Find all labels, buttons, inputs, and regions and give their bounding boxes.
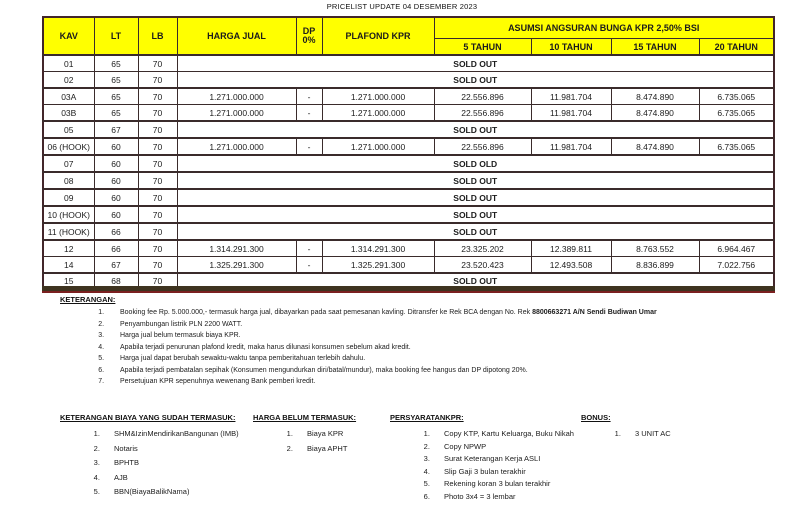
col-header-lt: LT: [94, 17, 138, 55]
cell-angsuran-10: 11.981.704: [531, 88, 611, 105]
table-row: [43, 88, 774, 105]
list-item: 6. Apabila terjadi pembatalan sepihak (Konsumen mengundurkan diri/batal/mundur), maka booking fee hangus dan DP dipotong 20%.: [106, 367, 780, 375]
price-table-body: [43, 55, 774, 290]
cell-angsuran-10: 11.981.704: [531, 138, 611, 155]
cell-kav: 09: [43, 189, 94, 206]
cell-angsuran-10: 12.389.811: [531, 240, 611, 257]
cell-angsuran-5: 23.325.202: [434, 240, 531, 257]
cell-lt: 60: [94, 155, 138, 172]
cell-kav: 14: [43, 257, 94, 274]
biaya-termasuk-list: [60, 430, 255, 496]
belum-termasuk-section: [253, 413, 388, 459]
list-item: 6. Photo 3x4 = 3 lembar: [432, 493, 585, 501]
list-item: 4. Slip Gaji 3 bulan terakhir: [432, 468, 585, 476]
list-item: 2. Penyambungan listrik PLN 2200 WATT.: [106, 321, 780, 329]
sold-out-cell: SOLD OUT: [177, 121, 774, 138]
col-header-plafond-kpr: PLAFOND KPR: [322, 17, 434, 55]
header-row-1: [43, 17, 774, 39]
col-header-10-tahun: 10 TAHUN: [531, 39, 611, 56]
sold-out-cell: SOLD OUT: [177, 189, 774, 206]
cell-lt: 66: [94, 240, 138, 257]
col-header-kav: KAV: [43, 17, 94, 55]
belum-termasuk-heading: HARGA BELUM TERMASUK:: [253, 413, 357, 422]
cell-angsuran-20: 6.735.065: [699, 88, 774, 105]
list-item: 5. Rekening koran 3 bulan terakhir: [432, 480, 585, 488]
cell-lt: 65: [94, 55, 138, 72]
table-row: [43, 189, 774, 206]
biaya-termasuk-section: [60, 413, 255, 503]
cell-kav: 03A: [43, 88, 94, 105]
cell-lt: 65: [94, 72, 138, 89]
dp-line1: DP: [302, 26, 316, 36]
cell-lt: 66: [94, 223, 138, 240]
col-header-15-tahun: 15 TAHUN: [611, 39, 699, 56]
bonus-section: [581, 413, 711, 443]
list-item: 4. Apabila terjadi penurunan plafond kredit, maka harus dilunasi konsumen sebelum akad kredit.: [106, 344, 780, 352]
list-item: 1. SHM&IzinMendirikanBangunan (IMB): [102, 430, 255, 438]
cell-angsuran-15: 8.836.899: [611, 257, 699, 274]
table-row: [43, 206, 774, 223]
col-header-5-tahun: 5 TAHUN: [434, 39, 531, 56]
col-header-lb: LB: [138, 17, 177, 55]
col-header-harga-jual: HARGA JUAL: [177, 17, 296, 55]
list-item: 1. Booking fee Rp. 5.000.000,- termasuk harga jual, dibayarkan pada saat pemesanan kavling. Ditransfer ke Rek BCA dengan No. Rek 8800663271 A/N Sendi Budiwan Umar: [106, 309, 780, 317]
list-item: 1. Copy KTP, Kartu Keluarga, Buku Nikah: [432, 430, 585, 438]
cell-angsuran-5: 23.520.423: [434, 257, 531, 274]
page-title: PRICELIST UPDATE 04 DESEMBER 2023: [326, 2, 478, 11]
list-item: 1. Biaya KPR: [295, 430, 388, 438]
cell-angsuran-10: 12.493.508: [531, 257, 611, 274]
cell-lb: 70: [138, 223, 177, 240]
sold-out-cell: SOLD OUT: [177, 206, 774, 223]
cell-kav: 05: [43, 121, 94, 138]
cell-kav: 08: [43, 172, 94, 189]
cell-plafond-kpr: 1.271.000.000: [322, 105, 434, 122]
keterangan-section: [60, 295, 780, 390]
table-row: [43, 55, 774, 72]
cell-kav: 07: [43, 155, 94, 172]
cell-lt: 60: [94, 172, 138, 189]
cell-lb: 70: [138, 172, 177, 189]
cell-lb: 70: [138, 72, 177, 89]
cell-lb: 70: [138, 105, 177, 122]
page-break-rule: [42, 286, 775, 293]
cell-lb: 70: [138, 138, 177, 155]
sold-out-cell: SOLD OUT: [177, 172, 774, 189]
cell-lb: 70: [138, 257, 177, 274]
sold-out-cell: SOLD OUT: [177, 273, 774, 290]
keterangan-heading: KETERANGAN:: [60, 295, 116, 304]
cell-dp: -: [296, 257, 322, 274]
list-item: 3. Surat Keterangan Kerja ASLI: [432, 455, 585, 463]
cell-angsuran-20: 6.735.065: [699, 138, 774, 155]
cell-angsuran-10: 11.981.704: [531, 105, 611, 122]
cell-lb: 70: [138, 273, 177, 290]
list-item: 4. AJB: [102, 474, 255, 482]
table-header: [43, 17, 774, 55]
cell-harga-jual: 1.271.000.000: [177, 138, 296, 155]
dp-line2: 0%: [302, 35, 316, 45]
cell-kav: 06 (HOOK): [43, 138, 94, 155]
cell-kav: 03B: [43, 105, 94, 122]
cell-angsuran-15: 8.763.552: [611, 240, 699, 257]
belum-termasuk-list: [253, 430, 388, 453]
list-item: 2. Notaris: [102, 445, 255, 453]
list-item: 5. BBN(BiayaBalikNama): [102, 488, 255, 496]
table-row: [43, 172, 774, 189]
table-row: [43, 155, 774, 172]
table-row: [43, 138, 774, 155]
list-item: 7. Persetujuan KPR sepenuhnya wewenang Bank pemberi kredit.: [106, 378, 780, 386]
cell-kav: 12: [43, 240, 94, 257]
cell-lt: 65: [94, 105, 138, 122]
cell-lb: 70: [138, 121, 177, 138]
table-row: [43, 72, 774, 89]
cell-angsuran-5: 22.556.896: [434, 105, 531, 122]
bonus-heading: BONUS:: [581, 413, 611, 422]
cell-lb: 70: [138, 206, 177, 223]
cell-dp: -: [296, 88, 322, 105]
cell-lt: 68: [94, 273, 138, 290]
cell-kav: 01: [43, 55, 94, 72]
cell-angsuran-15: 8.474.890: [611, 88, 699, 105]
col-header-asumsi-angsuran: ASUMSI ANGSURAN BUNGA KPR 2,50% BSI: [434, 17, 774, 39]
table-row: [43, 105, 774, 122]
table-row: [43, 240, 774, 257]
cell-kav: 11 (HOOK): [43, 223, 94, 240]
cell-harga-jual: 1.271.000.000: [177, 88, 296, 105]
cell-angsuran-5: 22.556.896: [434, 138, 531, 155]
price-table-container: [42, 16, 773, 290]
cell-plafond-kpr: 1.271.000.000: [322, 138, 434, 155]
cell-plafond-kpr: 1.314.291.300: [322, 240, 434, 257]
keterangan-list: [60, 309, 780, 386]
cell-dp: -: [296, 138, 322, 155]
cell-kav: 10 (HOOK): [43, 206, 94, 223]
persyaratan-kpr-list: [390, 430, 585, 501]
cell-lb: 70: [138, 55, 177, 72]
list-item: 5. Harga jual dapat berubah sewaktu-waktu tanpa pemberitahuan terlebih dahulu.: [106, 355, 780, 363]
cell-plafond-kpr: 1.325.291.300: [322, 257, 434, 274]
cell-dp: -: [296, 240, 322, 257]
list-item: 1. 3 UNIT AC: [623, 430, 711, 438]
cell-lt: 60: [94, 189, 138, 206]
cell-angsuran-20: 6.735.065: [699, 105, 774, 122]
list-item: 2. Biaya APHT: [295, 445, 388, 453]
cell-lt: 60: [94, 206, 138, 223]
list-item: 3. BPHTB: [102, 459, 255, 467]
cell-angsuran-20: 7.022.756: [699, 257, 774, 274]
persyaratan-kpr-heading: PERSYARATANKPR:: [390, 413, 464, 422]
sold-out-cell: SOLD OUT: [177, 55, 774, 72]
price-table: [42, 16, 775, 290]
col-header-dp: [296, 17, 322, 55]
sold-out-cell: SOLD OLD: [177, 155, 774, 172]
bonus-list: [581, 430, 711, 438]
biaya-termasuk-heading: KETERANGAN BIAYA YANG SUDAH TERMASUK:: [60, 413, 236, 422]
table-row: [43, 121, 774, 138]
cell-angsuran-5: 22.556.896: [434, 88, 531, 105]
col-header-20-tahun: 20 TAHUN: [699, 39, 774, 56]
cell-lt: 67: [94, 257, 138, 274]
cell-angsuran-15: 8.474.890: [611, 105, 699, 122]
cell-lb: 70: [138, 189, 177, 206]
cell-dp: -: [296, 105, 322, 122]
cell-lt: 60: [94, 138, 138, 155]
persyaratan-kpr-section: [390, 413, 585, 505]
list-item: 3. Harga jual belum termasuk biaya KPR.: [106, 332, 780, 340]
cell-angsuran-20: 6.964.467: [699, 240, 774, 257]
sold-out-cell: SOLD OUT: [177, 223, 774, 240]
cell-kav: 15: [43, 273, 94, 290]
cell-harga-jual: 1.271.000.000: [177, 105, 296, 122]
sold-out-cell: SOLD OUT: [177, 72, 774, 89]
cell-lb: 70: [138, 88, 177, 105]
cell-angsuran-15: 8.474.890: [611, 138, 699, 155]
cell-lb: 70: [138, 240, 177, 257]
cell-harga-jual: 1.325.291.300: [177, 257, 296, 274]
table-row: [43, 257, 774, 274]
cell-kav: 02: [43, 72, 94, 89]
cell-harga-jual: 1.314.291.300: [177, 240, 296, 257]
cell-plafond-kpr: 1.271.000.000: [322, 88, 434, 105]
list-item: 2. Copy NPWP: [432, 443, 585, 451]
cell-lt: 65: [94, 88, 138, 105]
cell-lb: 70: [138, 155, 177, 172]
cell-lt: 67: [94, 121, 138, 138]
table-row: [43, 223, 774, 240]
